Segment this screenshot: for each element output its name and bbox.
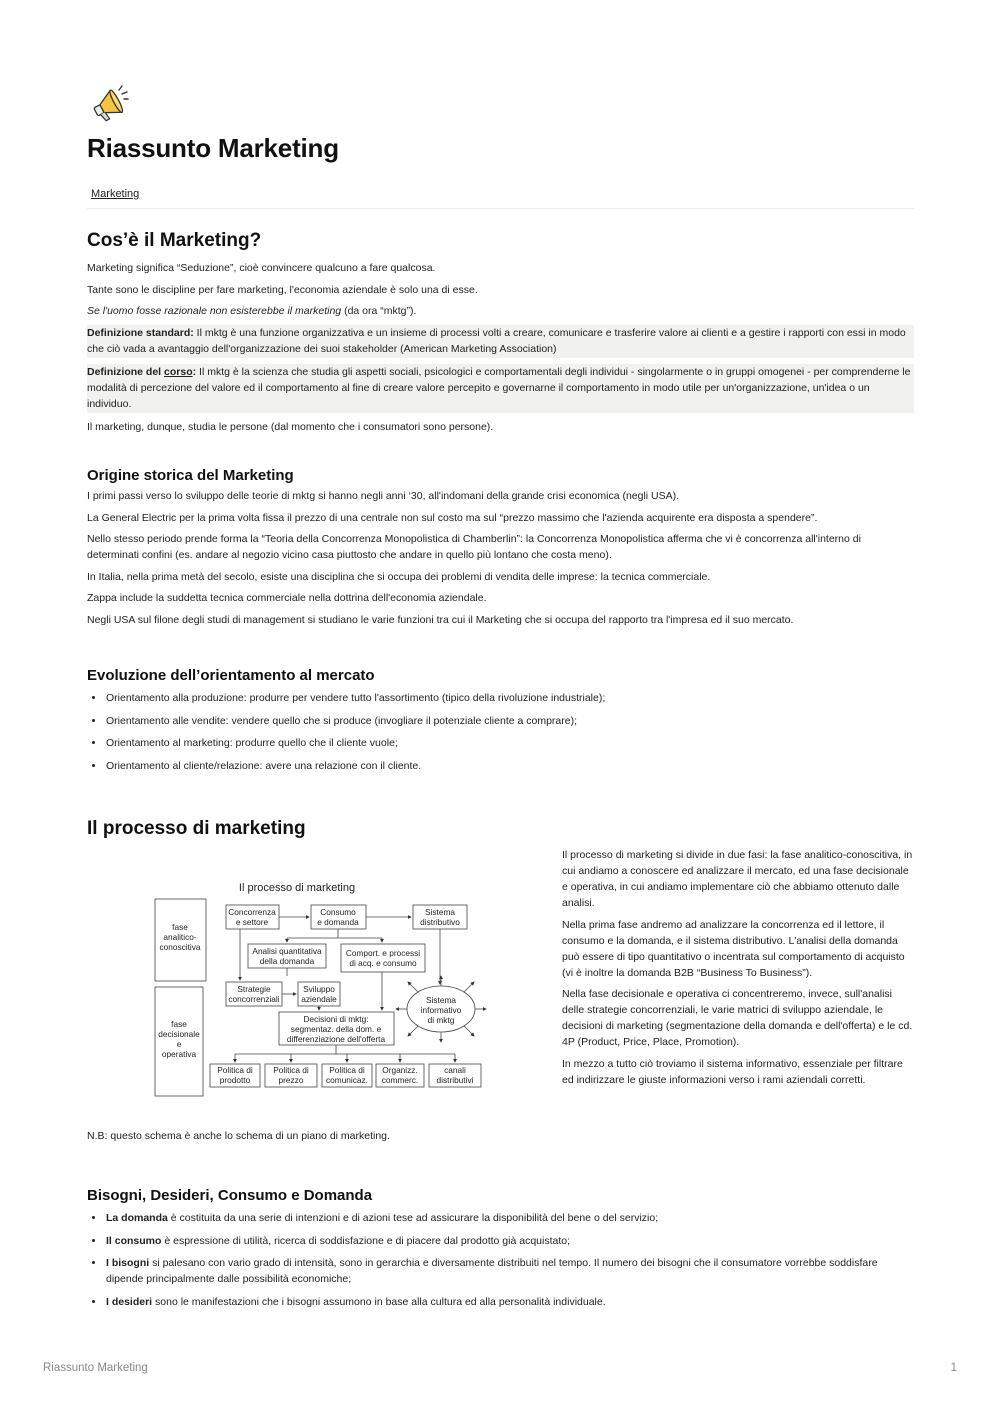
megaphone-icon [87,84,129,126]
diagram-label: Politica di comunicaz. [326,1065,368,1085]
marketing-process-diagram [150,872,495,1102]
paragraph: In Italia, nella prima metà del secolo, esiste una disciplina che si occupa dei problemi di vendita delle imprese: la tecnica commerciale. [87,570,711,583]
list-item: • Orientamento alle vendite: vendere quello che si produce (invogliare il potenziale cliente a comprare); [105,713,914,729]
paragraph: N.B: questo schema è anche lo schema di un piano di marketing. [87,1130,390,1142]
section-heading: Il processo di marketing [87,818,306,839]
section-heading: Evoluzione dell’orientamento al mercato [87,667,375,684]
paragraph: I primi passi verso lo sviluppo delle teorie di mktg si hanno negli anni ‘30, all'indomani della grande crisi economica (negli USA). [87,490,680,502]
diagram-title: Il processo di marketing [238,882,356,894]
definition-label: Definizione standard: [87,327,194,339]
section-processo [87,818,914,840]
list-item: • Orientamento al cliente/relazione: avere una relazione con il cliente. [105,758,914,774]
list-item: • I desideri sono le manifestazioni che i bisogni assumono in base alla cultura ed alla personalità individuale. [105,1294,914,1310]
diagram-label: canali distributivi [436,1065,474,1085]
diagram-label: Comport. e processi di acq. e consumo [345,948,421,968]
note [87,1128,914,1144]
bullet-list [87,1210,914,1310]
diagram-label: Sistema informativo di mktg [420,995,462,1025]
diagram-label: Strategie concorrenziali [228,984,280,1004]
diagram-label: Consumo e domanda [317,907,359,927]
paragraph: Il processo di marketing si divide in due fasi: la fase analitico-conoscitiva, in cui andiamo a conoscere ed analizzare il mercato, ed una fase decisionale e operativa, in cui andiamo implementare ciò che abbiamo ottenuto dalle analisi. [562,849,913,909]
section-cos-e-marketing [87,230,914,435]
diagram-label: Concorrenza e settore [228,907,276,927]
section-heading: Bisogni, Desideri, Consumo e Domanda [87,1187,373,1204]
definition-label: Definizione del corso: [87,366,197,378]
section-origine-storica [87,467,914,628]
definition-callout [87,325,914,358]
diagram-label: Politica di prodotto [217,1065,253,1085]
paragraph: Negli USA sul filone degli studi di management si studiano le varie funzioni tra cui il Marketing che si occupa del rapporto tra l'impresa ed il suo mercato. [87,613,794,626]
page-title: Riassunto Marketing [87,133,339,163]
list-item: • Il consumo è espressione di utilità, ricerca di soddisfazione e di piacere dal prodotto già acquistato; [105,1233,914,1249]
section-heading: Origine storica del Marketing [87,467,294,484]
definition-text: Il mktg è una funzione organizzativa e un insieme di processi volti a creare, comunicare e trasferire valore ai clienti e a gestire i rapporti con essi in modo che ciò vada a avantaggio dell'organizzazione dei suoi stakeholder (American Marketing Association) [87,327,906,355]
list-item: • Orientamento alla produzione: produrre per vendere tutto l'assortimento (tipico della rivoluzione industriale); [105,690,914,706]
footer-title: Riassunto Marketing [43,1362,148,1374]
paragraph: Nella prima fase andremo ad analizzare la concorrenza ed il lettore, il consumo e la domanda, e il sistema distributivo. L'analisi della domanda può essere di tipo quantitativo o incentrata sul comportamento di acquisto (vi è inoltre la domanda B2B “Business To Business”). [562,918,905,979]
paragraph [87,303,914,319]
diagram-label: Sistema distributivo [420,907,460,927]
paragraph: In mezzo a tutto ciò troviamo il sistema informativo, essenziale per filtrare ed indirizzare le giuste informazioni verso i rami aziendali corretti. [562,1057,903,1086]
bullet-list [87,690,914,774]
diagram-label: Decisioni di mktg: segmentaz. della dom. e differenziazione dell'offerta [286,1014,386,1044]
diagram-label: fase analitico-conoscitiva [159,922,201,952]
definition-text: Il mktg è la scienza che studia gli aspetti sociali, psicologici e comportamentali degli individui - singolarmente o in gruppi omogenei - per comprenderne le modalità di percezione del valore ed il comportamento al fine di creare valore percepito e governarne il comportamento in modo utile per un'organizzazione, un'idea o un individuo. [87,366,911,410]
list-item: • I bisogni si palesano con vario grado di intensità, sono in gerarchia e diversamente distribuiti nel tempo. Il numero dei bisogni che il consumatore vorrebbe soddisfare dipende principalmente dalle possibilità economiche; [105,1255,914,1287]
text: (da ora “mktg”). [341,305,417,317]
italic-text: Se l'uomo fosse razionale non esisterebbe il marketing [87,305,342,317]
section-heading: Cos’è il Marketing? [87,230,262,251]
diagram-label: Sviluppo aziendale [301,984,337,1004]
diagram-label: Politica di prezzo [273,1065,309,1085]
list-item: • Orientamento al marketing: produrre quello che il cliente vuole; [105,735,914,751]
diagram-label: Analisi quantitativa della domanda [252,946,322,966]
paragraph: Marketing significa “Seduzione”, cioè convincere qualcuno a fare qualcosa. [87,262,436,274]
section-bisogni [87,1187,914,1316]
paragraph: Nella fase decisionale e operativa ci concentreremo, invece, sull'analisi delle strategie concorrenziali, le varie matrici di sviluppo aziendale, le decisioni di marketing (segmentazione della domanda e dell'offerta) e le cd. 4P (Product, Price, Place, Promotion). [562,988,913,1048]
diagram-label: Organizz. commerc. [381,1065,419,1085]
list-item: • La domanda è costituita da una serie di intenzioni e di azioni tese ad assicurare la disponibilità del bene o del servizio; [105,1210,914,1226]
divider [87,208,914,209]
paragraph: La General Electric per la prima volta fissa il prezzo di una centrale non sul costo ma sul “prezzo massimo che l'azienda acquirente era disposta a spendere”. [87,511,818,524]
process-description [562,847,914,1088]
section-evoluzione [87,667,914,780]
diagram-label: fase decisionale e operativa [158,1019,200,1059]
paragraph: Il marketing, dunque, studia le persone (dal momento che i consumatori sono persone). [87,420,494,433]
page-number: 1 [950,1362,957,1374]
paragraph: Nello stesso periodo prende forma la “Teoria della Concorrenza Monopolistica di Chamberlin”: la Concorrenza Monopolistica afferma che vi è concorrenza all'interno di determinati confini (es. andare al negozio vicino casa piuttosto che andare in quello più lontano che costa meno). [87,533,861,561]
tag-link[interactable]: Marketing [91,188,140,200]
definition-callout [87,364,914,413]
paragraph: Tante sono le discipline per fare marketing, l'economia aziendale è solo una di esse. [87,283,478,296]
paragraph: Zappa include la suddetta tecnica commerciale nella dottrina dell'economia aziendale. [87,592,487,604]
